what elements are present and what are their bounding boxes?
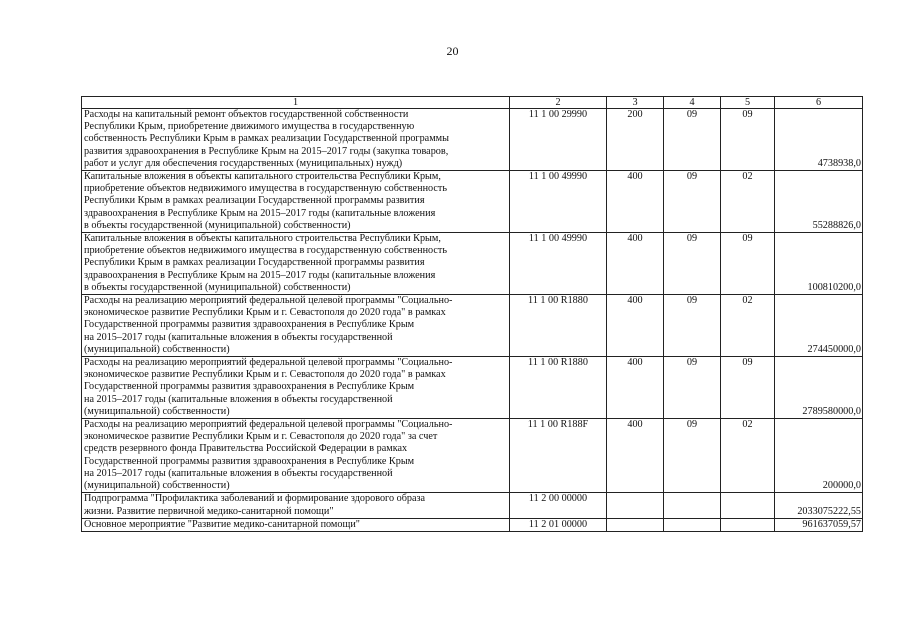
column-header: 4 (664, 97, 721, 109)
row-code: 11 1 00 49990 (510, 171, 607, 233)
page-number: 20 (446, 44, 459, 58)
row-code: 11 1 00 R1880 (510, 295, 607, 357)
row-amount: 4738938,0 (775, 109, 863, 171)
row-amount: 2033075222,55 (775, 493, 863, 518)
row-amount: 2789580000,0 (775, 357, 863, 419)
row-code: 11 1 00 R188F (510, 419, 607, 493)
budget-table (81, 96, 863, 532)
row-description: Расходы на капитальный ремонт объектов государственной собственности Республики Крым, приобретение движимого имущества в государственную собственность Республики Крым в рамках реализации Государственной программы развития здравоохранения в Республике Крым на 2015–2017 годы (закупка товаров, работ и услуг для обеспечения государственных (муниципальных) нужд) (82, 109, 510, 171)
row-code: 11 1 00 29990 (510, 109, 607, 171)
row-subsection: 02 (721, 171, 775, 233)
row-section: 09 (664, 419, 721, 493)
row-section: 09 (664, 357, 721, 419)
row-expense-type: 400 (607, 357, 664, 419)
table-row (82, 419, 863, 493)
row-amount: 55288826,0 (775, 171, 863, 233)
column-header: 3 (607, 97, 664, 109)
row-subsection: 02 (721, 419, 775, 493)
row-code: 11 2 01 00000 (510, 518, 607, 531)
row-section: 09 (664, 171, 721, 233)
row-expense-type: 400 (607, 171, 664, 233)
row-expense-type: 400 (607, 295, 664, 357)
row-amount: 961637059,57 (775, 518, 863, 531)
column-header: 2 (510, 97, 607, 109)
row-expense-type (607, 493, 664, 518)
row-description: Расходы на реализацию мероприятий федеральной целевой программы "Социально- экономическое развитие Республики Крым и г. Севастополя до 2020 года" в рамках Государственной программы развития здравоохранения в Республике Крым на 2015–2017 годы (капитальные вложения в объекты государственной (муниципальной) собственности) (82, 295, 510, 357)
table-body (82, 97, 863, 532)
row-code: 11 2 00 00000 (510, 493, 607, 518)
row-expense-type: 200 (607, 109, 664, 171)
table-row (82, 518, 863, 531)
table-header-row (82, 97, 863, 109)
row-section (664, 493, 721, 518)
table-row (82, 295, 863, 357)
row-description: Капитальные вложения в объекты капитального строительства Республики Крым, приобретение объектов недвижимого имущества в государственную собственность Республики Крым в рамках реализации Государственной программы развития здравоохранения в Республике Крым на 2015–2017 годы (капитальные вложения в объекты государственной (муниципальной) собственности) (82, 233, 510, 295)
table-row (82, 233, 863, 295)
table-row (82, 171, 863, 233)
table-row (82, 493, 863, 518)
row-expense-type (607, 518, 664, 531)
row-description: Подпрограмма "Профилактика заболеваний и формирование здорового образа жизни. Развитие первичной медико-санитарной помощи" (82, 493, 510, 518)
row-section: 09 (664, 295, 721, 357)
row-expense-type: 400 (607, 233, 664, 295)
row-description: Расходы на реализацию мероприятий федеральной целевой программы "Социально- экономическое развитие Республики Крым и г. Севастополя до 2020 года" в рамках Государственной программы развития здравоохранения в Республике Крым на 2015–2017 годы (капитальные вложения в объекты государственной (муниципальной) собственности) (82, 357, 510, 419)
row-amount: 100810200,0 (775, 233, 863, 295)
row-description: Капитальные вложения в объекты капитального строительства Республики Крым, приобретение объектов недвижимого имущества в государственную собственность Республики Крым в рамках реализации Государственной программы развития здравоохранения в Республике Крым на 2015–2017 годы (капитальные вложения в объекты государственной (муниципальной) собственности) (82, 171, 510, 233)
row-subsection (721, 518, 775, 531)
row-subsection: 09 (721, 109, 775, 171)
column-header: 5 (721, 97, 775, 109)
row-amount: 274450000,0 (775, 295, 863, 357)
column-header: 1 (82, 97, 510, 109)
row-subsection (721, 493, 775, 518)
row-subsection: 09 (721, 233, 775, 295)
row-expense-type: 400 (607, 419, 664, 493)
row-description: Основное мероприятие "Развитие медико-санитарной помощи" (82, 518, 510, 531)
column-header: 6 (775, 97, 863, 109)
table-row (82, 109, 863, 171)
row-subsection: 09 (721, 357, 775, 419)
row-section: 09 (664, 233, 721, 295)
row-subsection: 02 (721, 295, 775, 357)
row-code: 11 1 00 49990 (510, 233, 607, 295)
row-section: 09 (664, 109, 721, 171)
row-amount: 200000,0 (775, 419, 863, 493)
row-code: 11 1 00 R1880 (510, 357, 607, 419)
row-description: Расходы на реализацию мероприятий федеральной целевой программы "Социально- экономическое развитие Республики Крым и г. Севастополя до 2020 года" за счет средств резервного фонда Правительства Российской Федерации в рамках Государственной программы развития здравоохранения в Республике Крым на 2015–2017 годы (капитальные вложения в объекты государственной (муниципальной) собственности) (82, 419, 510, 493)
table-row (82, 357, 863, 419)
row-section (664, 518, 721, 531)
